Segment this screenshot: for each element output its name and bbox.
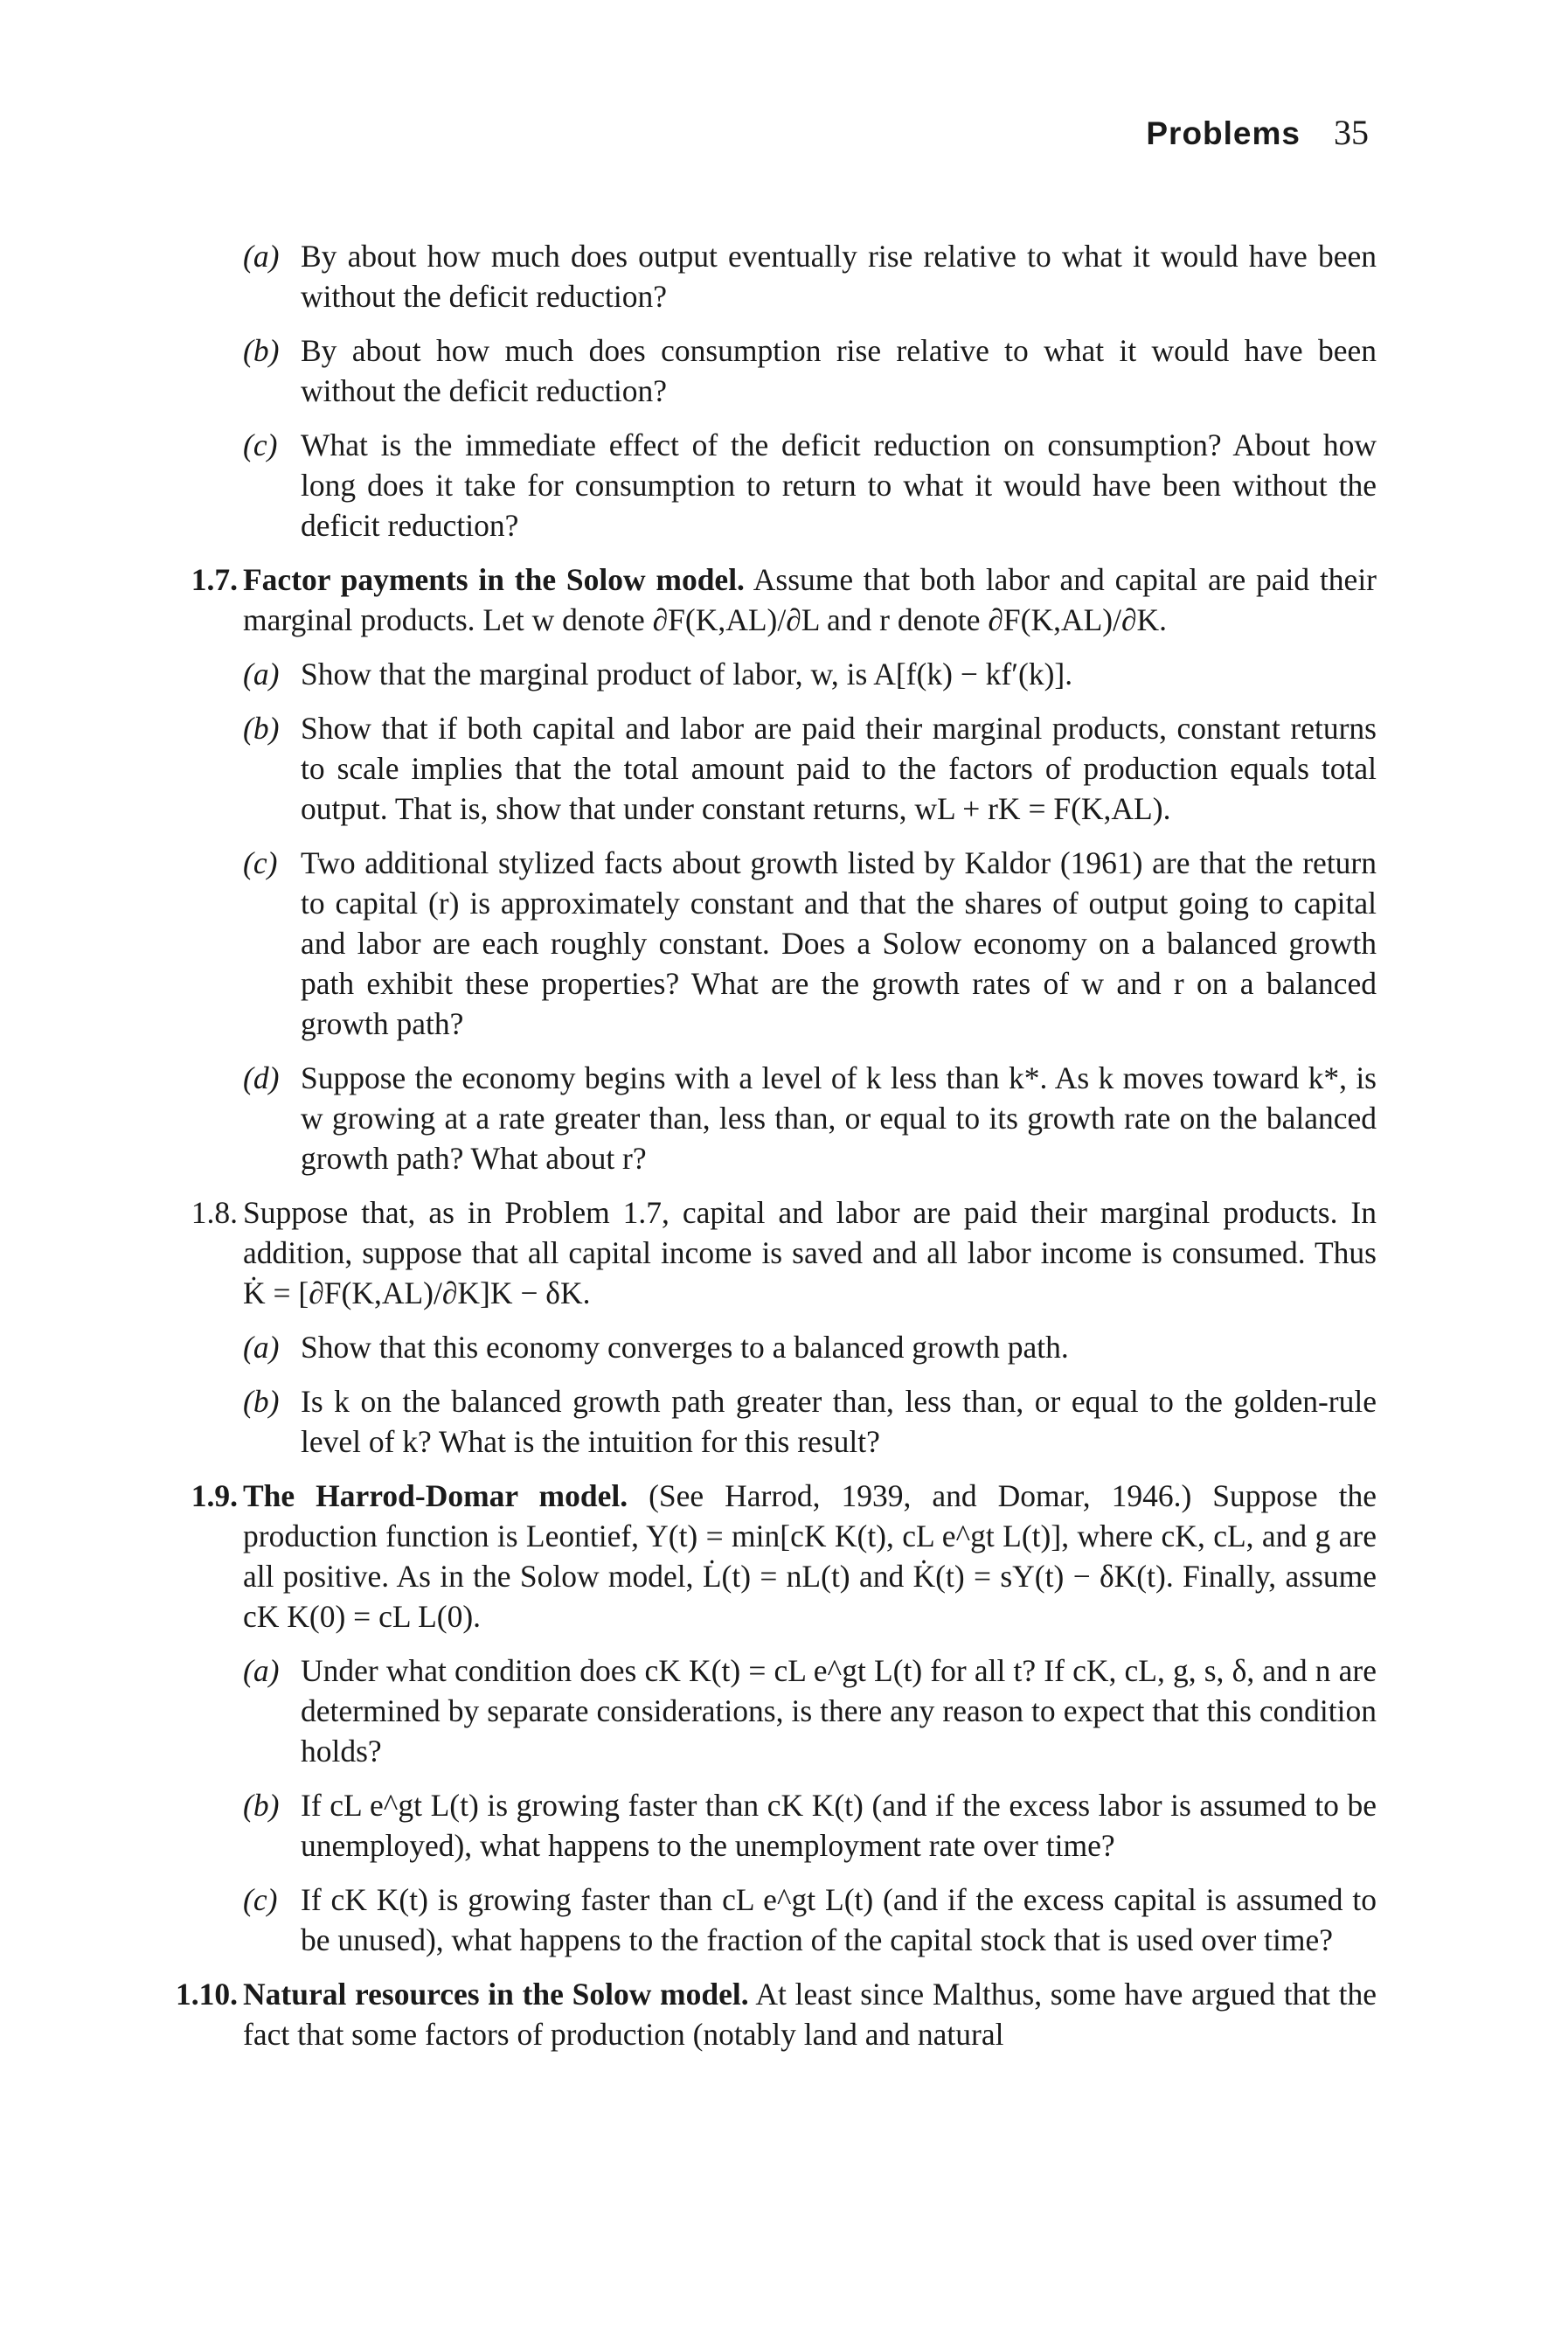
problem-item [243, 654, 1377, 694]
item-text: Two additional stylized facts about growth listed by Kaldor (1961) are that the return to capital (r) is approximately constant and that the shares of output going to capital and labor are each roughly constant. Does a Solow economy on a balanced growth path exhibit these properties? What are the growth rates of w and r on a balanced growth path? [301, 845, 1377, 1041]
page-number: 35 [1334, 113, 1369, 152]
item-label: (d) [243, 1060, 280, 1095]
item-text: Is k on the balanced growth path greater than, less than, or equal to the golden-rule level of k? What is the intuition for this result? [301, 1384, 1377, 1459]
item-text: Show that the marginal product of labor, w, is A[f(k) − kf′(k)]. [301, 657, 1073, 691]
problem-body: (See Harrod, 1939, and Domar, 1946.) Suppose the production function is Leontief, Y(t) = min[cK K(t), cL e^gt L(t)], where cK, cL, and g are all positive. As in the Solow model, L̇(t) = nL(t) and K̇(t) = sY(t) − δK(t). Finally, assume cK K(0) = cL L(0). [243, 1478, 1377, 1634]
problem-1-10 [157, 1974, 1377, 2054]
problem-body: At least since Malthus, some have argued that the fact that some factors of production (notably land and natural [243, 1977, 1377, 2052]
problem-item [243, 1785, 1377, 1866]
problem-statement [243, 1192, 1377, 1313]
problem-statement [243, 559, 1377, 640]
continued-item-c [243, 425, 1377, 546]
item-label: (c) [243, 1882, 278, 1917]
item-text: By about how much does output eventually rise relative to what it would have been without the deficit reduction? [301, 239, 1377, 314]
item-text: If cK K(t) is growing faster than cL e^gt L(t) (and if the excess capital is assumed to be unused), what happens to the fraction of the capital stock that is used over time? [301, 1882, 1377, 1957]
item-text: What is the immediate effect of the deficit reduction on consumption? About how long does it take for consumption to return to what it would have been without the deficit reduction? [301, 427, 1377, 543]
item-text: If cL e^gt L(t) is growing faster than cK K(t) (and if the excess labor is assumed to be unemployed), what happens to the unemployment rate over time? [301, 1788, 1377, 1863]
problem-item [243, 1327, 1377, 1367]
running-head: Problems [1146, 115, 1301, 151]
problem-item [243, 1651, 1377, 1771]
page-header [1146, 112, 1369, 153]
continued-item-a [243, 236, 1377, 316]
continued-problem [157, 236, 1377, 546]
problem-title: Factor payments in the Solow model. [243, 562, 745, 597]
item-text: Show that this economy converges to a balanced growth path. [301, 1330, 1069, 1365]
item-label: (c) [243, 427, 278, 462]
problem-statement [243, 1476, 1377, 1637]
problem-body: Assume that both labor and capital are paid their marginal products. Let w denote ∂F(K,AL)/∂L and r denote ∂F(K,AL)/∂K. [243, 562, 1377, 637]
item-label: (a) [243, 1330, 280, 1365]
problem-item [243, 1381, 1377, 1462]
problem-statement [243, 1974, 1377, 2054]
problem-item [243, 1058, 1377, 1178]
item-text: By about how much does consumption rise relative to what it would have been without the deficit reduction? [301, 333, 1377, 408]
item-label: (b) [243, 711, 280, 746]
problem-item [243, 1880, 1377, 1960]
item-label: (a) [243, 239, 280, 274]
problem-title: Natural resources in the Solow model. [243, 1977, 749, 2012]
item-text: Show that if both capital and labor are paid their marginal products, constant returns to scale implies that the total amount paid to the factors of production equals total output. That is, show that under constant returns, wL + rK = F(K,AL). [301, 711, 1377, 826]
page-content [157, 236, 1377, 2068]
problem-number: 1.10. [176, 1977, 238, 2012]
problem-number: 1.8. [191, 1195, 238, 1230]
problem-number: 1.9. [191, 1478, 238, 1513]
problem-1-7 [157, 559, 1377, 1178]
item-label: (b) [243, 333, 280, 368]
problem-item [243, 708, 1377, 829]
item-label: (a) [243, 1653, 280, 1688]
problem-title: The Harrod-Domar model. [243, 1478, 628, 1513]
item-label: (b) [243, 1384, 280, 1419]
item-label: (b) [243, 1788, 280, 1823]
continued-item-b [243, 330, 1377, 411]
problem-1-8 [157, 1192, 1377, 1462]
problem-body: Suppose that, as in Problem 1.7, capital and labor are paid their marginal products. In addition, suppose that all capital income is saved and all labor income is consumed. Thus K̇ = [∂F(K,AL)/∂K]K − δK. [243, 1195, 1377, 1310]
problem-1-9 [157, 1476, 1377, 1960]
item-text: Suppose the economy begins with a level of k less than k*. As k moves toward k*, is w growing at a rate greater than, less than, or equal to its growth rate on the balanced growth path? What about r? [301, 1060, 1377, 1176]
problem-item [243, 843, 1377, 1044]
problem-number: 1.7. [191, 562, 238, 597]
item-text: Under what condition does cK K(t) = cL e^gt L(t) for all t? If cK, cL, g, s, δ, and n are determined by separate considerations, is there any reason to expect that this condition holds? [301, 1653, 1377, 1769]
item-label: (a) [243, 657, 280, 691]
item-label: (c) [243, 845, 278, 880]
